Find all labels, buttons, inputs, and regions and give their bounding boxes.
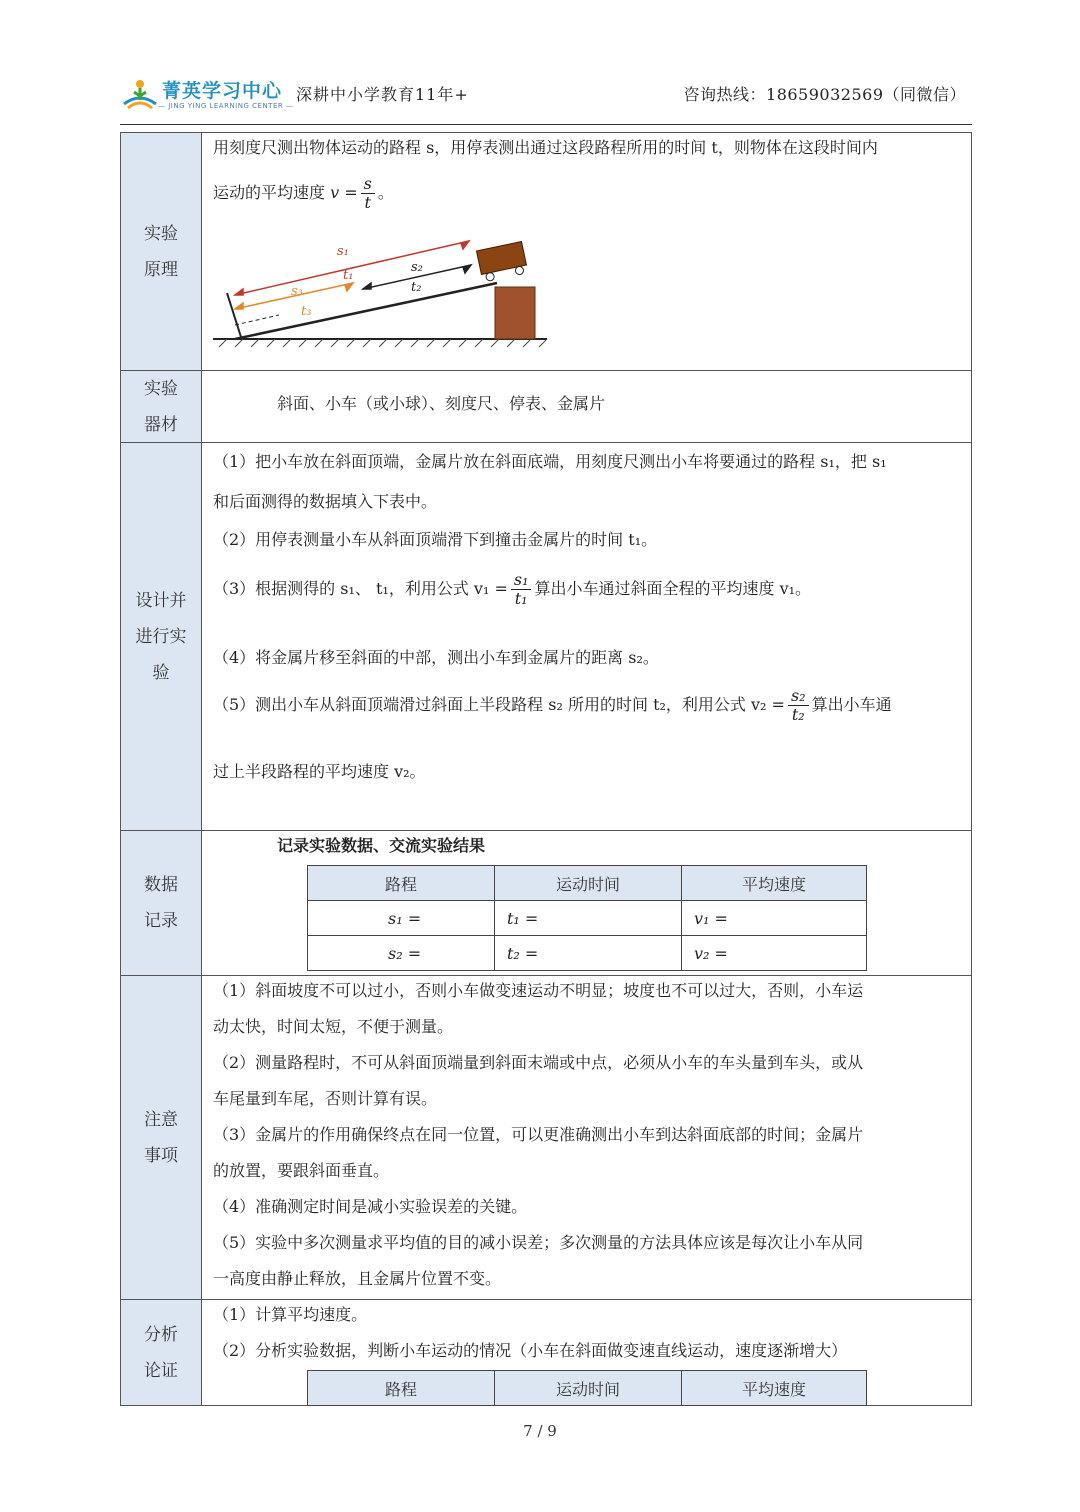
label-line: 事项 xyxy=(144,1145,178,1166)
step-4: （4）将金属片移至斜面的中部，测出小车到金属片的距离 s₂。 xyxy=(213,648,659,667)
dashed-line xyxy=(235,315,279,325)
label-s2: s₂ xyxy=(411,260,423,275)
ground-hatch xyxy=(219,339,547,347)
table-header-row xyxy=(308,1371,867,1406)
column-header: 运动时间 xyxy=(495,1371,682,1406)
column-header: 路程 xyxy=(308,866,495,901)
row-label xyxy=(121,371,202,442)
note-2: （2）测量路程时，不可从斜面顶端量到斜面末端或中点，必须从小车的车头量到车头，或从 xyxy=(213,1053,864,1072)
column-header: 运动时间 xyxy=(495,866,682,901)
label-s3: s₃ xyxy=(291,284,303,299)
analysis-1: （1）计算平均速度。 xyxy=(213,1305,368,1324)
denominator: t₂ xyxy=(791,705,805,724)
row-label xyxy=(121,976,202,1299)
cart xyxy=(476,241,528,282)
row-label xyxy=(121,1300,202,1405)
table-row xyxy=(308,936,867,971)
text-fragment: 算出小车通过斜面全程的平均速度 v₁。 xyxy=(534,579,812,598)
label-line: 实验 xyxy=(144,223,178,244)
label-s1: s₁ xyxy=(337,244,349,259)
row-design xyxy=(120,442,972,830)
logo-icon xyxy=(120,74,160,114)
fraction xyxy=(511,571,532,608)
note-1-cont: 动太快，时间太短，不便于测量。 xyxy=(213,1017,454,1036)
label-line: 器材 xyxy=(144,414,178,435)
text-line: 用刻度尺测出物体运动的路程 s，用停表测出通过这段路程所用的时间 t，则物体在这段时间内 xyxy=(213,138,878,157)
label-line: 验 xyxy=(152,662,170,683)
analysis-table xyxy=(307,1370,867,1406)
denominator: t xyxy=(364,193,371,212)
text-fragment: 算出小车通 xyxy=(811,695,892,714)
label-line: 注意 xyxy=(144,1109,178,1130)
formula: v = xyxy=(330,183,358,202)
row-analysis xyxy=(120,1299,972,1406)
table-row xyxy=(308,901,867,936)
table-cell: s₂ = xyxy=(308,936,495,971)
header-divider xyxy=(120,124,972,125)
step-5-cont: 过上半段路程的平均速度 v₂。 xyxy=(213,762,426,781)
denominator: t₁ xyxy=(514,589,528,608)
wood-block xyxy=(495,287,535,339)
step-2: （2）用停表测量小车从斜面顶端滑下到撞击金属片的时间 t₁。 xyxy=(213,530,658,549)
row-label xyxy=(121,443,202,830)
formula-line xyxy=(213,175,394,212)
fraction xyxy=(361,175,375,212)
column-header: 路程 xyxy=(308,1371,495,1406)
table-cell: v₂ = xyxy=(682,936,867,971)
label-line: 原理 xyxy=(144,259,178,280)
label-t3: t₃ xyxy=(301,304,312,319)
row-notes xyxy=(120,975,972,1299)
note-5-cont: 一高度由静止释放，且金属片位置不变。 xyxy=(213,1269,502,1288)
text-fragment: 。 xyxy=(377,183,394,202)
table-cell: t₁ = xyxy=(495,901,682,936)
page-number: 7 / 9 xyxy=(523,1422,557,1440)
note-3-cont: 的放置，要跟斜面垂直。 xyxy=(213,1161,390,1180)
tagline: 深耕中小学教育11年+ xyxy=(296,85,469,104)
text-fragment: 运动的平均速度 xyxy=(213,183,331,202)
label-line: 论证 xyxy=(144,1360,178,1381)
logo-text: 菁英学习中心 xyxy=(162,80,283,102)
numerator: s xyxy=(361,175,375,194)
data-table xyxy=(307,865,867,971)
analysis-2: （2）分析实验数据，判断小车运动的情况（小车在斜面做变速直线运动，速度逐渐增大） xyxy=(213,1341,848,1360)
note-4: （4）准确测定时间是减小实验误差的关键。 xyxy=(213,1197,528,1216)
table-cell: s₁ = xyxy=(308,901,495,936)
page-header xyxy=(120,74,972,122)
label-line: 实验 xyxy=(144,378,178,399)
label-t1: t₁ xyxy=(343,268,354,283)
note-5: （5）实验中多次测量求平均值的目的减小误差；多次测量的方法具体应该是每次让小车从同 xyxy=(213,1233,864,1252)
incline-board xyxy=(235,283,497,339)
hotline: 咨询热线：18659032569（同微信） xyxy=(683,85,966,104)
numerator: s₂ xyxy=(788,687,809,706)
text-fragment: （3）根据测得的 s₁、 t₁，利用公式 v₁ = xyxy=(213,579,508,598)
label-line: 数据 xyxy=(144,875,178,895)
note-1: （1）斜面坡度不可以过小，否则小车做变速运动不明显；坡度也不可以过大，否则，小车运 xyxy=(213,981,864,1000)
column-header: 平均速度 xyxy=(682,1371,867,1406)
step-1-cont: 和后面测得的数据填入下表中。 xyxy=(213,492,438,511)
numerator: s₁ xyxy=(511,571,532,590)
data-title: 记录实验数据、交流实验结果 xyxy=(277,836,486,855)
metal-plate xyxy=(227,293,241,337)
note-3: （3）金属片的作用确保终点在同一位置，可以更准确测出小车到达斜面底部的时间；金属片 xyxy=(213,1125,864,1144)
step-3 xyxy=(213,571,811,608)
label-line: 记录 xyxy=(144,911,178,931)
logo xyxy=(120,74,294,118)
incline-diagram xyxy=(213,233,563,363)
label-line: 分析 xyxy=(144,1324,178,1345)
text-line: 斜面、小车（或小球）、刻度尺、停表、金属片 xyxy=(277,394,606,413)
note-2-cont: 车尾量到车尾，否则计算有误。 xyxy=(213,1089,438,1108)
fraction xyxy=(788,687,809,724)
row-equipment xyxy=(120,370,972,442)
step-1: （1）把小车放在斜面顶端，金属片放在斜面底端，用刻度尺测出小车将要通过的路程 s₁，把 s₁ xyxy=(213,452,887,471)
row-principle xyxy=(120,132,972,370)
row-label xyxy=(121,133,202,370)
table-cell: v₁ = xyxy=(682,901,867,936)
logo-subtext: — JING YING LEARNING CENTER — xyxy=(158,102,294,110)
step-5 xyxy=(213,687,892,724)
row-label xyxy=(121,831,202,975)
column-header: 平均速度 xyxy=(682,866,867,901)
label-t2: t₂ xyxy=(411,280,422,295)
table-header-row xyxy=(308,866,867,901)
table-cell: t₂ = xyxy=(495,936,682,971)
label-line: 进行实 xyxy=(135,626,187,647)
label-line: 设计并 xyxy=(135,590,187,611)
row-data xyxy=(120,830,972,975)
text-fragment: （5）测出小车从斜面顶端滑过斜面上半段路程 s₂ 所用的时间 t₂，利用公式 v₂ = xyxy=(213,695,785,714)
